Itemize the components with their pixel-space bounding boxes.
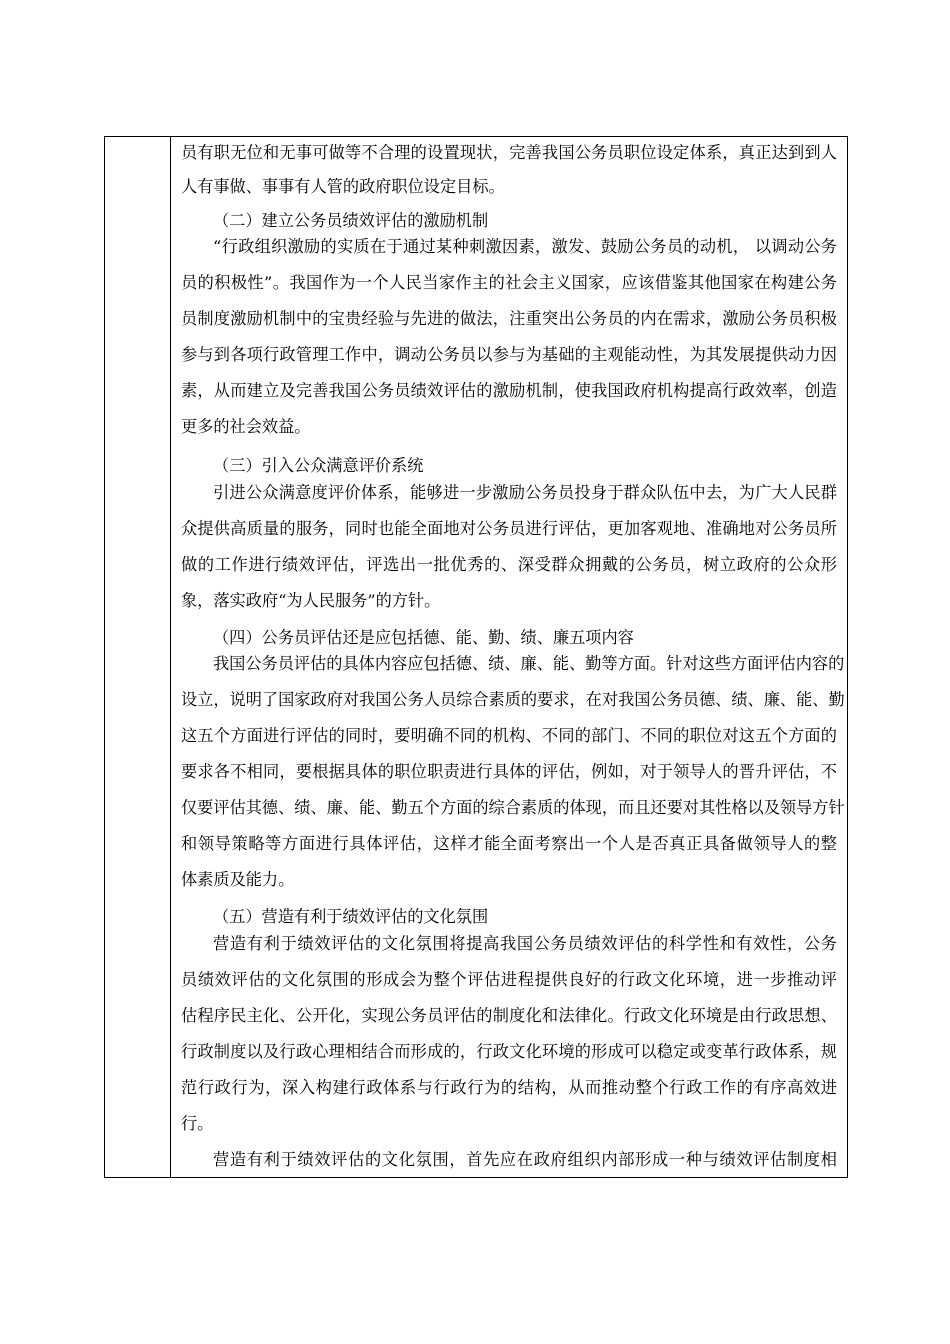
text-line: 员绩效评估的文化氛围的形成会为整个评估进程提供良好的行政文化环境，进一步推动评	[181, 970, 837, 989]
text-line: 人有事做、事事有人管的政府职位设定目标。	[181, 177, 505, 196]
text-line: 引进公众满意度评价体系，能够进一步激励公务员投身于群众队伍中去，为广大人民群	[213, 483, 837, 502]
document-table	[104, 136, 848, 1178]
text-line: 行政制度以及行政心理相结合而形成的，行政文化环境的形成可以稳定或变革行政体系，规	[181, 1042, 837, 1061]
text-line: 素，从而建立及完善我国公务员绩效评估的激励机制，使我国政府机构提高行政效率，创造	[181, 381, 837, 400]
text-line: 众提供高质量的服务，同时也能全面地对公务员进行评估，更加客观地、准确地对公务员所	[181, 519, 837, 538]
text-line: 体素质及能力。	[181, 870, 295, 889]
text-line: 营造有利于绩效评估的文化氛围，首先应在政府组织内部形成一种与绩效评估制度相	[213, 1150, 837, 1169]
text-line: 员的积极性”。我国作为一个人民当家作主的社会主义国家，应该借鉴其他国家在构建公务	[181, 273, 837, 292]
text-line: 营造有利于绩效评估的文化氛围将提高我国公务员绩效评估的科学性和有效性，公务	[213, 934, 837, 953]
section-heading: （二）建立公务员绩效评估的激励机制	[213, 211, 489, 230]
section-heading: （五）营造有利于绩效评估的文化氛围	[213, 907, 489, 926]
text-line: 更多的社会效益。	[181, 417, 311, 436]
text-line: 行。	[181, 1114, 214, 1133]
text-line: 员制度激励机制中的宝贵经验与先进的做法，注重突出公务员的内在需求，激励公务员积极	[181, 309, 837, 328]
text-line: 估程序民主化、公开化，实现公务员评估的制度化和法律化。行政文化环境是由行政思想、	[181, 1006, 837, 1025]
text-line: 参与到各项行政管理工作中，调动公务员以参与为基础的主观能动性，为其发展提供动力因	[181, 345, 837, 364]
text-line: 员有职无位和无事可做等不合理的设置现状，完善我国公务员职位设定体系，真正达到到人	[181, 143, 837, 162]
section-heading: （三）引入公众满意评价系统	[213, 456, 424, 475]
text-line: 我国公务员评估的具体内容应包括德、绩、廉、能、勤等方面。针对这些方面评估内容的	[213, 654, 845, 673]
text-line: 做的工作进行绩效评估，评选出一批优秀的、深受群众拥戴的公务员，树立政府的公众形	[181, 555, 837, 574]
text-line: 范行政行为，深入构建行政体系与行政行为的结构，从而推动整个行政工作的有序高效进	[181, 1078, 837, 1097]
text-line: 要求各不相同，要根据具体的职位职责进行具体的评估，例如，对于领导人的晋升评估，不	[181, 762, 837, 781]
text-line: 和领导策略等方面进行具体评估，这样才能全面考察出一个人是否真正具备做领导人的整	[181, 834, 837, 853]
text-line: “行政组织激励的实质在于通过某种刺激因素，激发、鼓励公务员的动机， 以调动公务	[213, 237, 837, 256]
text-line: 这五个方面进行评估的同时，要明确不同的机构、不同的部门、不同的职位对这五个方面的	[181, 726, 837, 745]
text-line: 象，落实政府“为人民服务”的方针。	[181, 591, 441, 610]
text-line: 仅要评估其德、绩、廉、能、勤五个方面的综合素质的体现，而且还要对其性格以及领导方针	[181, 798, 845, 817]
text-line: 设立，说明了国家政府对我国公务人员综合素质的要求，在对我国公务员德、绩、廉、能、勤	[181, 690, 845, 709]
table-content-cell	[171, 137, 847, 1177]
section-heading: （四）公务员评估还是应包括德、能、勤、绩、廉五项内容	[213, 628, 634, 647]
table-left-column	[105, 137, 171, 1177]
